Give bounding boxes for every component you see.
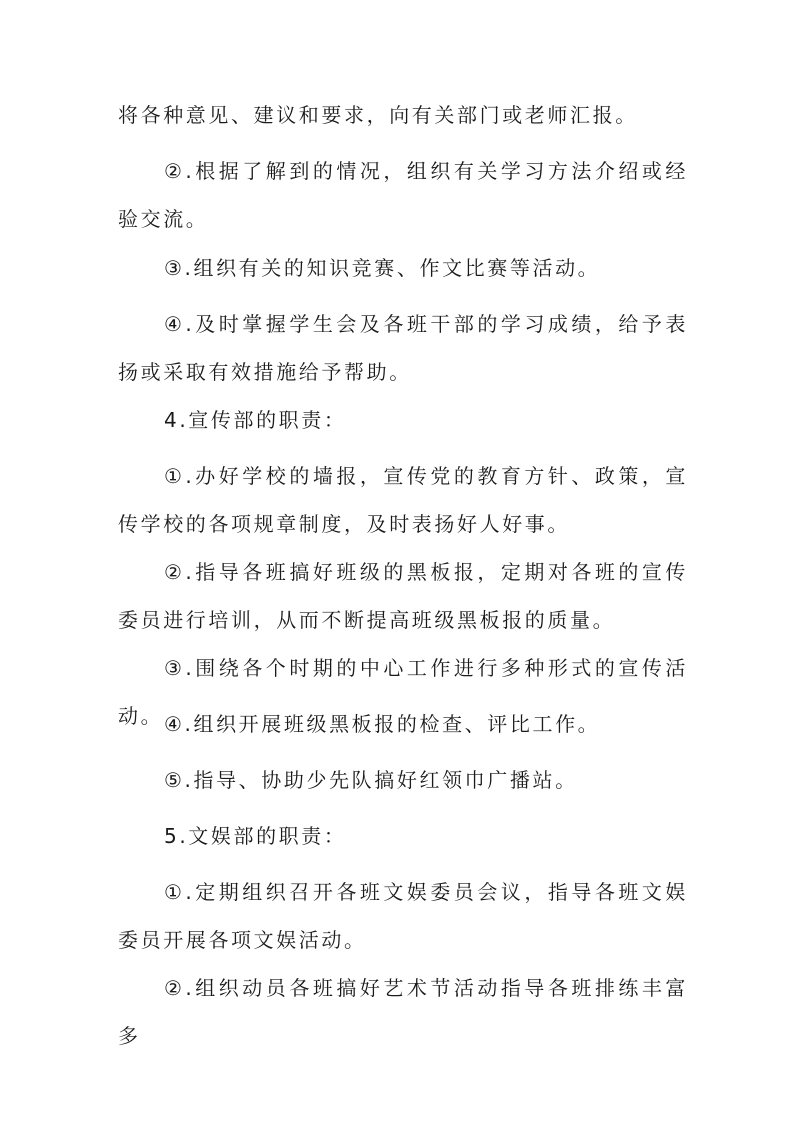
paragraph-item: ②.组织动员各班搞好艺术节活动指导各班排练丰富多 (118, 976, 688, 1048)
paragraph-item: ⑤.指导、协助少先队搞好红领巾广播站。 (164, 768, 578, 792)
section-heading: 4.宣传部的职责： (164, 408, 347, 432)
paragraph-item: ②.根据了解到的情况，组织有关学习方法介绍或经验交流。 (118, 159, 688, 231)
paragraph-item: ③.围绕各个时期的中心工作进行多种形式的宣传活动。 (118, 656, 688, 728)
paragraph-item: ④.及时掌握学生会及各班干部的学习成绩，给予表扬或采取有效措施给予帮助。 (118, 312, 688, 384)
paragraph-item: ①.办好学校的墙报，宣传党的教育方针、政策，宣传学校的各项规章制度，及时表扬好人好事。 (118, 464, 688, 536)
paragraph-item: ②.指导各班搞好班级的黑板报，定期对各班的宣传委员进行培训，从而不断提高班级黑板报的质量。 (118, 560, 688, 632)
paragraph-item: ①.定期组织召开各班文娱委员会议，指导各班文娱委员开展各项文娱活动。 (118, 880, 688, 952)
paragraph-item: ③.组织有关的知识竞赛、作文比赛等活动。 (164, 256, 601, 280)
paragraph-item: ④.组织开展班级黑板报的检查、评比工作。 (164, 712, 601, 736)
paragraph-continuation: 将各种意见、建议和要求，向有关部门或老师汇报。 (118, 103, 638, 127)
section-heading: 5.文娱部的职责： (164, 824, 347, 848)
